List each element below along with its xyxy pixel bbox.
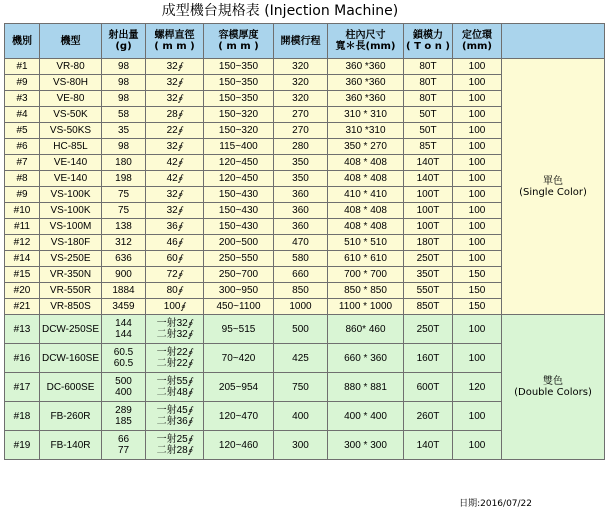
diameter-icon: ∮: [187, 347, 193, 357]
cell-shot: [102, 344, 146, 373]
cell-no: #3: [5, 91, 40, 107]
cell-stroke: 470: [274, 235, 328, 251]
cell-shot: 98: [102, 139, 146, 155]
cell-model: VE-140: [40, 171, 102, 187]
cell-tie-bar: 360 *360: [328, 59, 404, 75]
cell-mold: 250~700: [204, 267, 274, 283]
screw-first: 一射45: [156, 405, 188, 416]
cell-clamp: 140T: [404, 155, 453, 171]
cell-stroke: 660: [274, 267, 328, 283]
cell-clamp: 260T: [404, 402, 453, 431]
screw-second: 二射32: [156, 329, 188, 340]
cell-tie-bar: 510 * 510: [328, 235, 404, 251]
cell-mold: 150~350: [204, 91, 274, 107]
double-color-group: [502, 315, 605, 460]
screw-first-line: [146, 347, 203, 358]
diameter-icon: ∮: [187, 387, 193, 397]
screw-value: 42: [166, 157, 178, 168]
cell-locate: 100: [453, 251, 502, 267]
header-screw: 螺桿直徑 ( m m ): [146, 24, 204, 59]
cell-screw: [146, 59, 204, 75]
cell-screw: [146, 139, 204, 155]
cell-mold: 205~954: [204, 373, 274, 402]
cell-tie-bar: 408 * 408: [328, 203, 404, 219]
cell-no: #13: [5, 315, 40, 344]
cell-shot: 75: [102, 187, 146, 203]
shot-first: 66: [117, 434, 130, 445]
cell-mold: 450~1100: [204, 299, 274, 315]
shot-second: 77: [117, 445, 130, 456]
cell-tie-bar: 410 * 410: [328, 187, 404, 203]
cell-locate: 100: [453, 75, 502, 91]
cell-shot: 98: [102, 59, 146, 75]
cell-shot: 636: [102, 251, 146, 267]
cell-mold: 115~400: [204, 139, 274, 155]
cell-locate: 150: [453, 283, 502, 299]
cell-mold: 200~500: [204, 235, 274, 251]
cell-no: #5: [5, 123, 40, 139]
shot-first: 60.5: [113, 347, 134, 358]
cell-stroke: 300: [274, 431, 328, 460]
cell-clamp: 250T: [404, 251, 453, 267]
cell-stroke: 425: [274, 344, 328, 373]
cell-shot: [102, 402, 146, 431]
screw-value: 32: [166, 189, 178, 200]
cell-model: VE-80: [40, 91, 102, 107]
cell-locate: 150: [453, 299, 502, 315]
screw-value: 60: [166, 253, 178, 264]
screw-value: 36: [166, 221, 178, 232]
cell-mold: 150~320: [204, 123, 274, 139]
screw-first: 一射55: [156, 376, 188, 387]
cell-no: #6: [5, 139, 40, 155]
shot-second: 144: [115, 329, 132, 340]
cell-clamp: 140T: [404, 431, 453, 460]
cell-shot: 98: [102, 91, 146, 107]
page-title: 成型機台規格表 (Injection Machine): [161, 3, 399, 19]
group-label-en: (Double Colors): [514, 387, 592, 398]
cell-no: #9: [5, 75, 40, 91]
cell-locate: 100: [453, 431, 502, 460]
cell-shot: 138: [102, 219, 146, 235]
screw-value: 42: [166, 173, 178, 184]
cell-model: DCW-160SE: [40, 344, 102, 373]
screw-second: 二射36: [156, 416, 188, 427]
screw-first-line: [146, 405, 203, 416]
screw-value: 32: [166, 93, 178, 104]
cell-no: #16: [5, 344, 40, 373]
screw-second-line: [146, 416, 203, 427]
cell-clamp: 250T: [404, 315, 453, 344]
cell-clamp: 85T: [404, 139, 453, 155]
screw-first-line: [146, 318, 203, 329]
cell-model: FB-140R: [40, 431, 102, 460]
screw-second-line: [146, 329, 203, 340]
diameter-icon: ∮: [187, 358, 193, 368]
cell-screw: [146, 123, 204, 139]
cell-mold: 150~350: [204, 59, 274, 75]
header-mold: 容模厚度 ( m m ): [204, 24, 274, 59]
cell-shot: [102, 315, 146, 344]
cell-shot: 900: [102, 267, 146, 283]
diameter-icon: ∮: [177, 173, 183, 183]
cell-model: VS-80H: [40, 75, 102, 91]
diameter-icon: ∮: [177, 125, 183, 135]
diameter-icon: ∮: [180, 301, 186, 311]
cell-screw: [146, 251, 204, 267]
cell-no: #1: [5, 59, 40, 75]
shot-first: 144: [115, 318, 132, 329]
cell-no: #10: [5, 203, 40, 219]
date-label: 日期:2016/07/22: [459, 499, 532, 509]
cell-model: HC-85L: [40, 139, 102, 155]
cell-mold: 150~320: [204, 107, 274, 123]
cell-screw: [146, 75, 204, 91]
cell-screw: [146, 431, 204, 460]
cell-stroke: 360: [274, 219, 328, 235]
diameter-icon: ∮: [187, 445, 193, 455]
diameter-icon: ∮: [177, 237, 183, 247]
cell-shot: 58: [102, 107, 146, 123]
cell-screw: [146, 315, 204, 344]
diameter-icon: ∮: [177, 285, 183, 295]
cell-screw: [146, 187, 204, 203]
cell-no: #12: [5, 235, 40, 251]
cell-shot: 180: [102, 155, 146, 171]
diameter-icon: ∮: [177, 157, 183, 167]
cell-screw: [146, 155, 204, 171]
group-label-en: (Single Color): [519, 186, 587, 198]
header-row: [5, 24, 605, 59]
diameter-icon: ∮: [187, 405, 193, 415]
cell-clamp: 50T: [404, 107, 453, 123]
screw-value: 32: [166, 141, 178, 152]
cell-stroke: 750: [274, 373, 328, 402]
cell-screw: [146, 267, 204, 283]
screw-second-line: [146, 387, 203, 398]
diameter-icon: ∮: [177, 141, 183, 151]
cell-clamp: 100T: [404, 187, 453, 203]
cell-mold: 250~550: [204, 251, 274, 267]
cell-shot: [102, 431, 146, 460]
single-color-group: [502, 59, 605, 315]
cell-no: #19: [5, 431, 40, 460]
diameter-icon: ∮: [177, 61, 183, 71]
cell-tie-bar: 310 * 310: [328, 107, 404, 123]
shot-first: 500: [115, 376, 132, 387]
cell-mold: 120~460: [204, 431, 274, 460]
screw-second: 二射48: [156, 387, 188, 398]
cell-locate: 100: [453, 107, 502, 123]
screw-second: 二射22: [156, 358, 188, 369]
cell-model: VR-550R: [40, 283, 102, 299]
cell-model: VR-850S: [40, 299, 102, 315]
cell-stroke: 350: [274, 171, 328, 187]
cell-no: #9: [5, 187, 40, 203]
cell-stroke: 850: [274, 283, 328, 299]
cell-model: VS-250E: [40, 251, 102, 267]
cell-tie-bar: 310 *310: [328, 123, 404, 139]
cell-mold: 120~450: [204, 171, 274, 187]
cell-shot: 75: [102, 203, 146, 219]
cell-locate: 100: [453, 315, 502, 344]
cell-locate: 150: [453, 267, 502, 283]
cell-model: VS-50K: [40, 107, 102, 123]
diameter-icon: ∮: [177, 269, 183, 279]
cell-locate: 100: [453, 187, 502, 203]
cell-mold: 95~515: [204, 315, 274, 344]
cell-shot: 3459: [102, 299, 146, 315]
shot-first: 289: [115, 405, 132, 416]
cell-stroke: 360: [274, 187, 328, 203]
screw-value: 32: [166, 77, 178, 88]
cell-tie-bar: 408 * 408: [328, 219, 404, 235]
cell-screw: [146, 283, 204, 299]
cell-tie-bar: 880 * 881: [328, 373, 404, 402]
diameter-icon: ∮: [177, 109, 183, 119]
cell-clamp: 350T: [404, 267, 453, 283]
cell-screw: [146, 203, 204, 219]
cell-no: #18: [5, 402, 40, 431]
cell-tie-bar: 860* 460: [328, 315, 404, 344]
cell-stroke: 280: [274, 139, 328, 155]
cell-model: DC-600SE: [40, 373, 102, 402]
cell-locate: 100: [453, 344, 502, 373]
header-clamp: 鎖模力 ( T o n ): [404, 24, 453, 59]
cell-tie-bar: 408 * 408: [328, 155, 404, 171]
cell-mold: 70~420: [204, 344, 274, 373]
cell-stroke: 270: [274, 107, 328, 123]
cell-model: VR-350N: [40, 267, 102, 283]
cell-mold: 150~430: [204, 187, 274, 203]
diameter-icon: ∮: [187, 416, 193, 426]
diameter-icon: ∮: [177, 221, 183, 231]
cell-locate: 100: [453, 59, 502, 75]
cell-stroke: 320: [274, 75, 328, 91]
diameter-icon: ∮: [177, 93, 183, 103]
cell-model: FB-260R: [40, 402, 102, 431]
cell-locate: 120: [453, 373, 502, 402]
cell-model: VS-180F: [40, 235, 102, 251]
cell-model: VE-140: [40, 155, 102, 171]
screw-first-line: [146, 434, 203, 445]
cell-clamp: 140T: [404, 171, 453, 187]
screw-value: 100: [163, 301, 181, 312]
screw-first: 一射22: [156, 347, 188, 358]
cell-stroke: 360: [274, 203, 328, 219]
cell-screw: [146, 171, 204, 187]
cell-locate: 100: [453, 123, 502, 139]
cell-tie-bar: 408 * 408: [328, 171, 404, 187]
cell-locate: 100: [453, 155, 502, 171]
screw-second-line: [146, 358, 203, 369]
cell-stroke: 400: [274, 402, 328, 431]
cell-screw: [146, 402, 204, 431]
cell-shot: 312: [102, 235, 146, 251]
screw-value: 32: [166, 205, 178, 216]
cell-screw: [146, 91, 204, 107]
cell-clamp: 850T: [404, 299, 453, 315]
cell-shot: 1884: [102, 283, 146, 299]
shot-second: 400: [115, 387, 132, 398]
cell-stroke: 350: [274, 155, 328, 171]
cell-no: #21: [5, 299, 40, 315]
cell-stroke: 320: [274, 91, 328, 107]
cell-clamp: 180T: [404, 235, 453, 251]
diameter-icon: ∮: [187, 376, 193, 386]
cell-tie-bar: 360 *360: [328, 91, 404, 107]
diameter-icon: ∮: [177, 253, 183, 263]
cell-locate: 100: [453, 235, 502, 251]
cell-tie-bar: 300 * 300: [328, 431, 404, 460]
screw-value: 28: [166, 109, 178, 120]
cell-clamp: 50T: [404, 123, 453, 139]
cell-tie-bar: 350 * 270: [328, 139, 404, 155]
cell-clamp: 600T: [404, 373, 453, 402]
cell-no: #20: [5, 283, 40, 299]
diameter-icon: ∮: [187, 318, 193, 328]
cell-screw: [146, 107, 204, 123]
header-group: [502, 24, 605, 59]
header-stroke: 開模行程: [274, 24, 328, 59]
cell-tie-bar: 660 * 360: [328, 344, 404, 373]
shot-second: 60.5: [113, 358, 134, 369]
cell-locate: 100: [453, 139, 502, 155]
cell-screw: [146, 344, 204, 373]
cell-stroke: 500: [274, 315, 328, 344]
cell-tie-bar: 400 * 400: [328, 402, 404, 431]
diameter-icon: ∮: [177, 77, 183, 87]
cell-clamp: 80T: [404, 75, 453, 91]
cell-tie-bar: 610 * 610: [328, 251, 404, 267]
cell-no: #4: [5, 107, 40, 123]
shot-second: 185: [115, 416, 132, 427]
diameter-icon: ∮: [187, 434, 193, 444]
machine-spec-table: [4, 23, 605, 460]
cell-model: VR-80: [40, 59, 102, 75]
cell-screw: [146, 373, 204, 402]
cell-no: #17: [5, 373, 40, 402]
cell-model: VS-100K: [40, 203, 102, 219]
cell-tie-bar: 700 * 700: [328, 267, 404, 283]
cell-screw: [146, 235, 204, 251]
screw-value: 72: [166, 269, 178, 280]
diameter-icon: ∮: [177, 205, 183, 215]
cell-stroke: 320: [274, 59, 328, 75]
cell-locate: 100: [453, 91, 502, 107]
header-locate-ring: 定位環 (mm): [453, 24, 502, 59]
cell-locate: 100: [453, 203, 502, 219]
cell-clamp: 160T: [404, 344, 453, 373]
header-tie-bar: 柱內尺寸 寬＊長(mm): [328, 24, 404, 59]
screw-first-line: [146, 376, 203, 387]
screw-first: 一射25: [156, 434, 188, 445]
cell-screw: [146, 299, 204, 315]
cell-mold: 150~430: [204, 203, 274, 219]
diameter-icon: ∮: [177, 189, 183, 199]
cell-mold: 120~470: [204, 402, 274, 431]
screw-second: 二射28: [156, 445, 188, 456]
cell-screw: [146, 219, 204, 235]
group-label-zh: 雙色: [543, 376, 563, 387]
cell-shot: 198: [102, 171, 146, 187]
cell-mold: 300~950: [204, 283, 274, 299]
screw-value: 80: [166, 285, 178, 296]
cell-no: #11: [5, 219, 40, 235]
cell-clamp: 80T: [404, 91, 453, 107]
cell-tie-bar: 850 * 850: [328, 283, 404, 299]
cell-stroke: 270: [274, 123, 328, 139]
header-model: 機型: [40, 24, 102, 59]
cell-tie-bar: 360 *360: [328, 75, 404, 91]
cell-no: #8: [5, 171, 40, 187]
header-no: 機別: [5, 24, 40, 59]
cell-no: #7: [5, 155, 40, 171]
screw-second-line: [146, 445, 203, 456]
screw-first: 一射32: [156, 318, 188, 329]
cell-shot: 35: [102, 123, 146, 139]
cell-shot: 98: [102, 75, 146, 91]
header-shot: 射出量 (g): [102, 24, 146, 59]
group-label-zh: 單色: [543, 175, 563, 187]
cell-stroke: 1000: [274, 299, 328, 315]
screw-value: 22: [166, 125, 178, 136]
table-row: [5, 315, 605, 344]
cell-model: VS-100K: [40, 187, 102, 203]
screw-value: 32: [166, 61, 178, 72]
cell-locate: 100: [453, 171, 502, 187]
cell-no: #15: [5, 267, 40, 283]
cell-clamp: 80T: [404, 59, 453, 75]
cell-stroke: 580: [274, 251, 328, 267]
cell-locate: 100: [453, 219, 502, 235]
table-row: [5, 59, 605, 75]
cell-locate: 100: [453, 402, 502, 431]
cell-tie-bar: 1100 * 1000: [328, 299, 404, 315]
cell-clamp: 100T: [404, 203, 453, 219]
cell-mold: 150~350: [204, 75, 274, 91]
cell-shot: [102, 373, 146, 402]
cell-mold: 120~450: [204, 155, 274, 171]
cell-mold: 150~430: [204, 219, 274, 235]
cell-clamp: 550T: [404, 283, 453, 299]
cell-no: #14: [5, 251, 40, 267]
screw-value: 46: [166, 237, 178, 248]
diameter-icon: ∮: [187, 329, 193, 339]
cell-model: VS-100M: [40, 219, 102, 235]
cell-model: DCW-250SE: [40, 315, 102, 344]
cell-model: VS-50KS: [40, 123, 102, 139]
cell-clamp: 100T: [404, 219, 453, 235]
